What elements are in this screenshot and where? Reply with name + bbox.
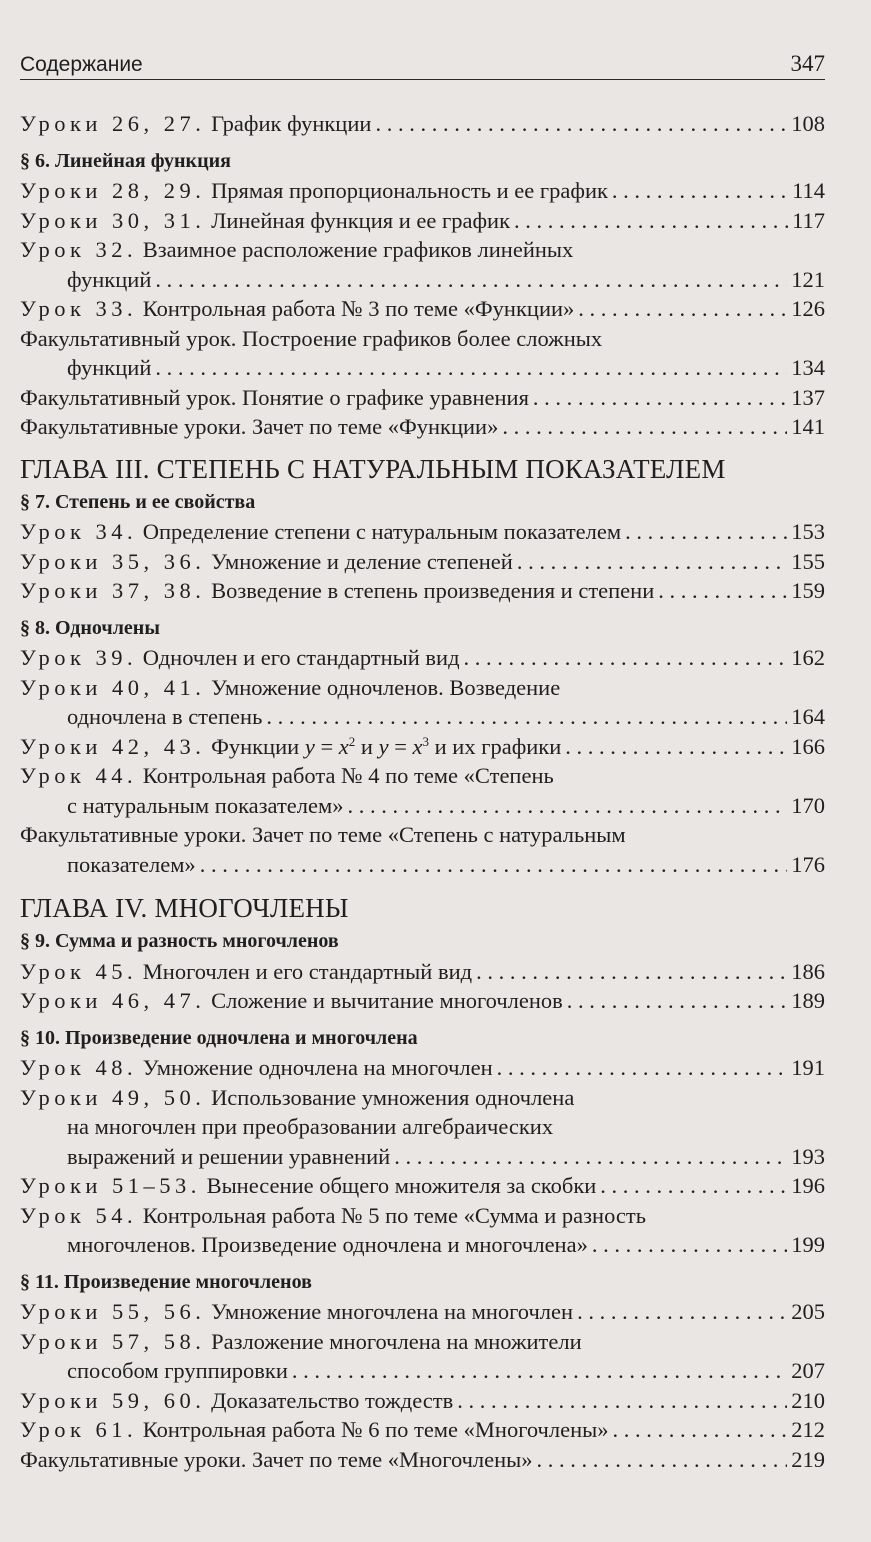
toc-entry — [20, 235, 825, 294]
page-ref: 134 — [791, 355, 825, 380]
page-ref: 219 — [791, 1446, 825, 1472]
entry-title: Умножение многочлена на многочлен — [205, 1299, 574, 1324]
entry-title: Определение степени с натуральным показателем — [137, 519, 622, 544]
entry-title: Разложение многочлена на множители — [205, 1328, 582, 1354]
page-ref: 191 — [791, 1055, 825, 1080]
page-ref: 121 — [791, 266, 825, 292]
entry-title: Контрольная работа № 4 по теме «Степень — [137, 763, 554, 788]
entry-title: Возведение в степень произведения и степени — [205, 578, 655, 603]
entry-title: Факультативный урок. Построение графиков более сложных — [20, 325, 603, 351]
math-exponent: 3 — [422, 733, 430, 749]
running-header — [20, 0, 825, 80]
page-ref: 155 — [791, 548, 825, 574]
dot-leader — [625, 517, 787, 547]
dot-leader — [658, 576, 787, 606]
toc-entry — [20, 176, 825, 206]
chapter-heading: ГЛАВА III. СТЕПЕНЬ С НАТУРАЛЬНЫМ ПОКАЗАТЕЛЕМ — [20, 453, 726, 484]
lesson-number: Уроки 59, 60. — [20, 1387, 206, 1413]
toc-entry — [20, 820, 825, 879]
entry-title: Контрольная работа № 6 по теме «Многочлены» — [137, 1417, 609, 1442]
lesson-number: Уроки 35, 36. — [20, 548, 206, 574]
toc-entry — [20, 1201, 825, 1260]
dot-leader — [533, 383, 787, 413]
entry-title: Сложение и вычитание многочленов — [205, 988, 563, 1013]
entry-title: Умножение и деление степеней — [205, 548, 513, 574]
toc-entry — [20, 206, 825, 236]
page-ref: 189 — [791, 988, 825, 1013]
toc-entry — [20, 1171, 825, 1201]
lesson-number: Урок 48. — [20, 1055, 138, 1080]
toc-entry — [20, 547, 825, 577]
lesson-number: Уроки 51–53. — [20, 1173, 201, 1198]
dot-leader — [464, 643, 788, 673]
header-title: Содержание — [20, 53, 143, 76]
dot-leader — [567, 986, 787, 1016]
page-ref: 126 — [791, 296, 825, 321]
dot-leader — [578, 294, 787, 324]
section-heading: § 7. Степень и ее свойства — [20, 490, 256, 513]
toc-entry — [20, 1053, 825, 1083]
dot-leader — [266, 702, 787, 732]
lesson-number: Урок 61. — [20, 1417, 138, 1442]
toc-entry — [20, 294, 825, 324]
header-page-number: 347 — [790, 51, 825, 76]
dot-leader — [502, 412, 787, 442]
page-ref: 153 — [791, 519, 825, 544]
page-ref: 108 — [791, 111, 825, 136]
lesson-number: Урок 33. — [20, 296, 138, 321]
page-ref: 159 — [791, 578, 825, 603]
lesson-number: Уроки 26, 27. — [20, 111, 206, 136]
lesson-number: Урок 32. — [20, 237, 138, 262]
dot-leader — [592, 1230, 787, 1260]
page-ref: 117 — [792, 207, 825, 233]
page-ref: 114 — [792, 178, 825, 203]
entry-title: Умножение одночленов. Возведение — [205, 674, 561, 700]
toc-entry — [20, 673, 825, 732]
entry-title: Контрольная работа № 5 по теме «Сумма и разность — [137, 1202, 646, 1228]
lesson-number: Уроки 28, 29. — [20, 178, 206, 203]
dot-leader — [476, 957, 787, 987]
lesson-number: Уроки 55, 56. — [20, 1299, 206, 1324]
dot-leader — [394, 1142, 787, 1172]
entry-title: График функции — [205, 111, 372, 136]
dot-leader — [375, 109, 787, 139]
entry-title: Контрольная работа № 3 по теме «Функции» — [137, 296, 575, 321]
page-ref: 193 — [791, 1143, 825, 1169]
entry-title: Доказательство тождеств — [205, 1387, 454, 1413]
entry-title: Использование умножения одночлена — [205, 1084, 575, 1110]
entry-title-continued: с натуральным показателем» — [67, 792, 344, 818]
toc-entry — [20, 1445, 825, 1475]
page-ref: 207 — [791, 1358, 825, 1383]
toc-entry — [20, 1386, 825, 1416]
toc-entry — [20, 1327, 825, 1386]
lesson-number: Уроки 49, 50. — [20, 1084, 206, 1110]
chapter-heading: ГЛАВА IV. МНОГОЧЛЕНЫ — [20, 893, 349, 923]
dot-leader — [577, 1297, 787, 1327]
dot-leader — [537, 1445, 788, 1475]
section-heading: § 8. Одночлены — [20, 616, 160, 639]
page-ref: 166 — [791, 733, 825, 759]
lesson-number: Урок 54. — [20, 1202, 138, 1228]
math-exponent: 2 — [348, 733, 356, 749]
page-ref: 196 — [791, 1173, 825, 1198]
page-ref: 176 — [791, 851, 825, 877]
toc-entry — [20, 1083, 825, 1172]
page-ref: 212 — [791, 1417, 825, 1442]
lesson-number: Урок 34. — [20, 519, 138, 544]
dot-leader — [200, 850, 788, 880]
page-ref: 186 — [791, 958, 825, 984]
lesson-number: Уроки 57, 58. — [20, 1328, 206, 1354]
dot-leader — [155, 353, 787, 383]
math-var-y: y — [304, 733, 315, 759]
dot-leader — [497, 1053, 788, 1083]
entry-title-continued: на многочлен при преобразовании алгебраических — [67, 1114, 554, 1139]
entry-title: Умножение одночлена на многочлен — [137, 1055, 493, 1080]
lesson-number: Урок 39. — [20, 645, 138, 670]
dot-leader — [600, 1171, 787, 1201]
math-eq: = — [314, 733, 339, 759]
toc-entry — [20, 761, 825, 820]
entry-title-continued: способом группировки — [67, 1358, 288, 1383]
entry-title: Факультативный урок. Понятие о графике уравнения — [20, 384, 529, 410]
toc-entry — [20, 576, 825, 606]
lesson-number: Уроки 37, 38. — [20, 578, 206, 603]
dot-leader — [517, 547, 787, 577]
section-heading: § 11. Произведение многочленов — [20, 1270, 312, 1293]
toc-entry — [20, 383, 825, 413]
dot-leader — [292, 1356, 787, 1386]
page-ref: 170 — [791, 792, 825, 818]
entry-title: Многочлен и его стандартный вид — [137, 958, 473, 984]
toc-entry — [20, 957, 825, 987]
dot-leader — [612, 176, 788, 206]
dot-leader — [457, 1386, 787, 1416]
math-var-y: y — [378, 733, 389, 759]
lesson-number: Уроки 46, 47. — [20, 988, 206, 1013]
dot-leader — [155, 265, 787, 295]
entry-title: Вынесение общего множителя за скобки — [200, 1173, 597, 1198]
page-ref: 210 — [791, 1387, 825, 1413]
entry-title: Факультативные уроки. Зачет по теме «Многочлены» — [20, 1446, 533, 1472]
math-eq: = — [388, 733, 413, 759]
entry-title: Взаимное расположение графиков линейных — [137, 237, 574, 262]
entry-title-continued: функций — [67, 355, 152, 380]
entry-title-continued: функций — [67, 266, 152, 292]
entry-title: Факультативные уроки. Зачет по теме «Функции» — [20, 414, 499, 439]
entry-title: Функции — [205, 733, 305, 759]
toc-entry — [20, 324, 825, 383]
page-ref: 141 — [791, 414, 825, 439]
page-ref: 164 — [791, 704, 825, 729]
dot-leader — [565, 732, 787, 762]
toc-entry — [20, 517, 825, 547]
entry-title: Факультативные уроки. Зачет по теме «Степень с натуральным — [20, 822, 626, 847]
toc-entry — [20, 412, 825, 442]
section-heading: § 9. Сумма и разность многочленов — [20, 930, 339, 952]
math-var-x: x — [412, 733, 423, 759]
page-ref: 137 — [791, 384, 825, 410]
page-ref: 199 — [791, 1232, 825, 1257]
dot-leader — [347, 791, 787, 821]
toc-entry — [20, 1415, 825, 1445]
lesson-number: Урок 45. — [20, 958, 138, 984]
page-ref: 205 — [791, 1299, 825, 1324]
entry-title: Линейная функция и ее график — [205, 207, 511, 233]
page-ref: 162 — [791, 645, 825, 670]
lesson-number: Уроки 42, 43. — [20, 733, 206, 759]
lesson-number: Урок 44. — [20, 763, 138, 788]
section-heading: § 10. Произведение одночлена и многочлена — [20, 1026, 418, 1049]
entry-title-continued: многочленов. Произведение одночлена и многочлена» — [67, 1232, 588, 1257]
dot-leader — [612, 1415, 787, 1445]
table-of-contents — [20, 109, 825, 1474]
entry-title: Одночлен и его стандартный вид — [137, 645, 460, 670]
lesson-number: Уроки 40, 41. — [20, 674, 206, 700]
entry-title-continued: одночлена в степень — [67, 704, 263, 729]
toc-entry — [20, 109, 825, 139]
toc-entry — [20, 643, 825, 673]
toc-entry — [20, 986, 825, 1016]
entry-title: Прямая пропорциональность и ее график — [205, 178, 608, 203]
entry-title: и их графики — [429, 733, 562, 759]
entry-title-continued: выражений и решении уравнений — [67, 1143, 391, 1169]
math-and: и — [355, 733, 379, 759]
math-var-x: x — [338, 733, 349, 759]
toc-entry — [20, 732, 825, 762]
lesson-number: Уроки 30, 31. — [20, 207, 206, 233]
toc-entry — [20, 1297, 825, 1327]
section-heading: § 6. Линейная функция — [20, 149, 231, 172]
dot-leader — [514, 206, 788, 236]
entry-title-continued: показателем» — [67, 851, 196, 877]
